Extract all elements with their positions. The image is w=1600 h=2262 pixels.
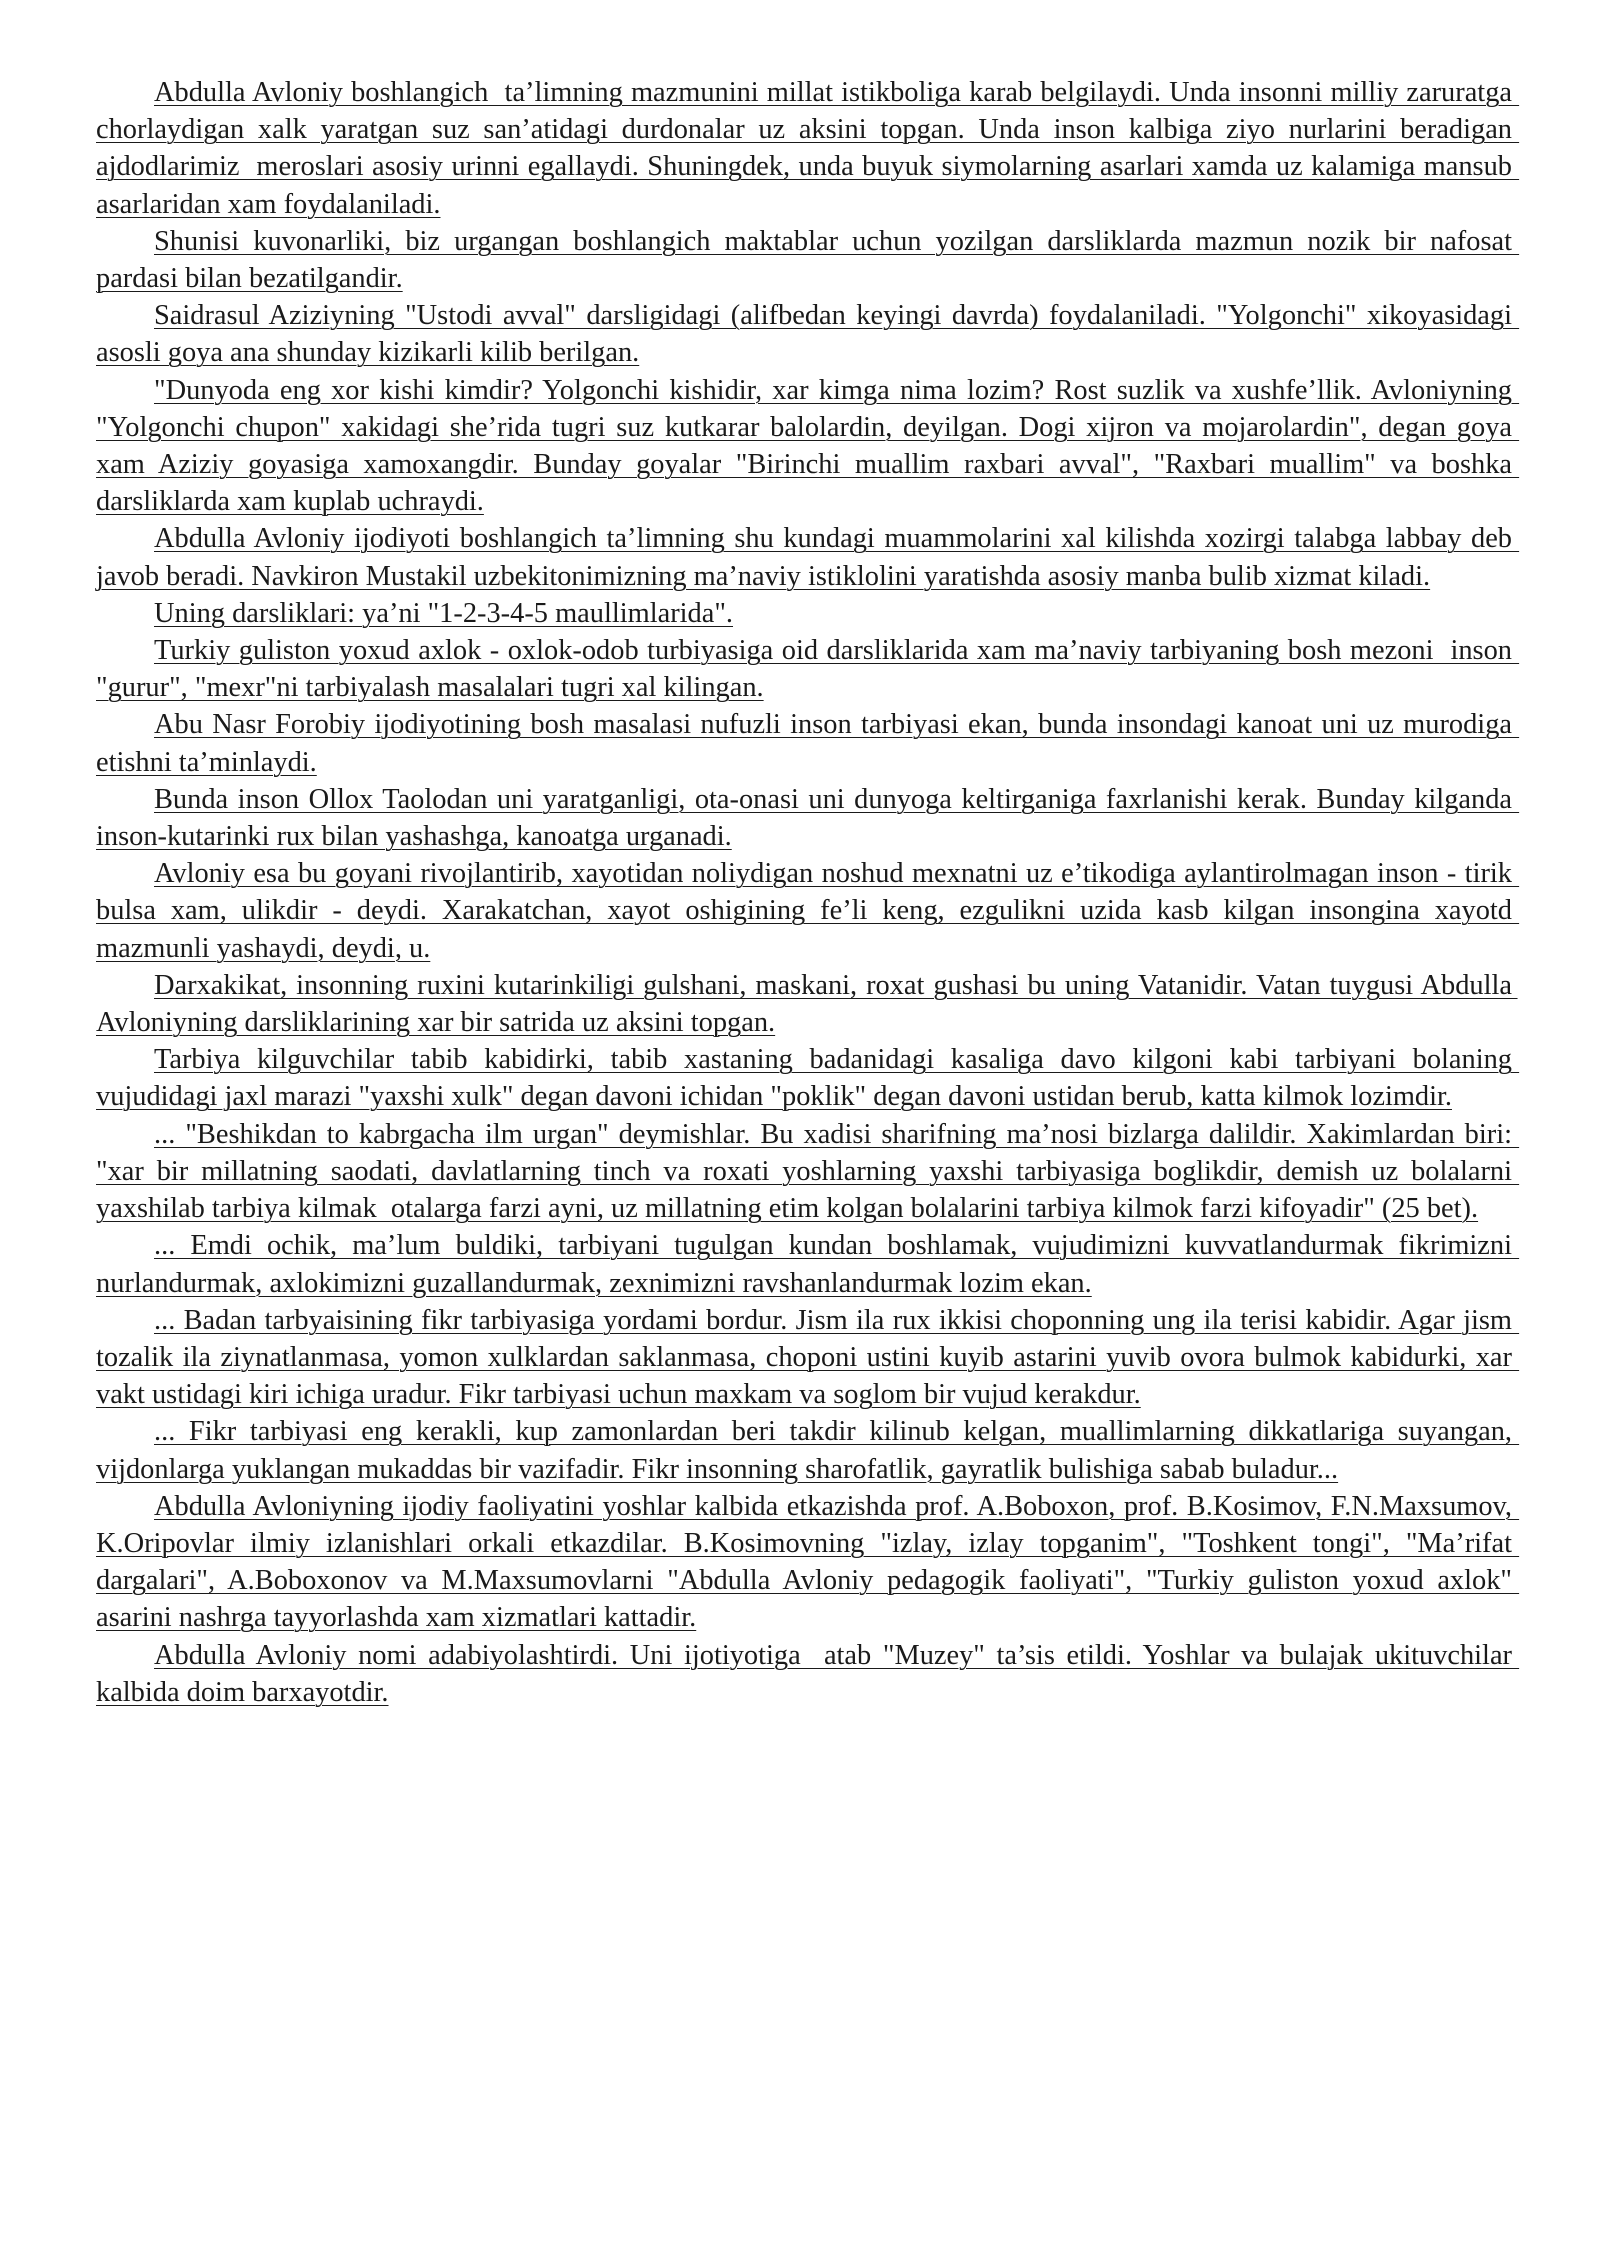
- paragraph: Abdulla Avloniy ijodiyoti boshlangich ta’limning shu kundagi muammolarini xal kilishda xozirgi talabga labbay deb javob beradi. Navkiron Mustakil uzbekitonimizning ma’naviy istiklolini yaratishda asosiy manba bulib xizmat kiladi.: [96, 523, 1520, 592]
- paragraph: ... Badan tarbyaisining fikr tarbiyasiga yordami bordur. Jism ila rux ikkisi choponning ung ila terisi kabidir. Agar jism tozalik ila ziynatlanmasa, yomon xulklardan saklanmasa, choponi ustini kuyib astarini yuvib ovora bulmok kabidurki, xar vakt ustidagi kiri ichiga uradur. Fikr tarbiyasi uchun maxkam va soglom bir vujud kerakdur.: [96, 1304, 1520, 1411]
- paragraph: ... Fikr tarbiyasi eng kerakli, kup zamonlardan beri takdir kilinub kelgan, muallimlarning dikkatlariga suyangan, vijdonlarga yuklangan mukaddas bir vazifadir. Fikr insonning sharofatlik, gayratlik bulishiga sabab buladur...: [96, 1416, 1520, 1485]
- paragraph: Abu Nasr Forobiy ijodiyotining bosh masalasi nufuzli inson tarbiyasi ekan, bunda insondagi kanoat uni uz murodiga etishni ta’minlaydi.: [96, 709, 1520, 778]
- document-body: [96, 74, 1520, 1711]
- paragraph: ... "Beshikdan to kabrgacha ilm urgan" deymishlar. Bu xadisi sharifning ma’nosi bizlarga dalildir. Xakimlardan biri: "xar bir millatning saodati, davlatlarning tinch va roxati yoshlarning yaxshi tarbiyasiga boglikdir, demish uz bolalarni yaxshilab tarbiya kilmak otalarga farzi ayni, uz millatning etim kolgan bolalarini tarbiya kilmok farzi kifoyadir" (25 bet).: [96, 1118, 1520, 1225]
- paragraph: Saidrasul Aziziyning "Ustodi avval" darsligidagi (alifbedan keyingi davrda) foydalaniladi. "Yolgonchi" xikoyasidagi asosli goya ana shunday kizikarli kilib berilgan.: [96, 300, 1520, 369]
- paragraph: ... Emdi ochik, ma’lum buldiki, tarbiyani tugulgan kundan boshlamak, vujudimizni kuvvatlandurmak fikrimizni nurlandurmak, axlokimizni guzallandurmak, zexnimizni ravshanlandurmak lozim ekan.: [96, 1230, 1520, 1299]
- paragraph: Tarbiya kilguvchilar tabib kabidirki, tabib xastaning badanidagi kasaliga davo kilgoni kabi tarbiyani bolaning vujudidagi jaxl marazi "yaxshi xulk" degan davoni ichidan "poklik" degan davoni ustidan berub, katta kilmok lozimdir.: [96, 1044, 1520, 1113]
- paragraph: Turkiy guliston yoxud axlok - oxlok-odob turbiyasiga oid darsliklarida xam ma’naviy tarbiyaning bosh mezoni inson "gurur", "mexr"ni tarbiyalash masalalari tugri xal kilingan.: [96, 635, 1520, 704]
- paragraph: Uning darsliklari: ya’ni "1-2-3-4-5 maullimlarida".: [154, 597, 734, 629]
- paragraph: Abdulla Avloniy boshlangich ta’limning mazmunini millat istikboliga karab belgilaydi. Unda insonni milliy zaruratga chorlaydigan xalk yaratgan suz san’atidagi durdonalar uz aksini topgan. Unda inson kalbiga ziyo nurlarini beradigan ajdodlarimiz meroslari asosiy urinni egallaydi. Shuningdek, unda buyuk siymolarning asarlari xamda uz kalamiga mansub asarlaridan xam foydalaniladi.: [96, 77, 1520, 220]
- paragraph: Shunisi kuvonarliki, biz urgangan boshlangich maktablar uchun yozilgan darsliklarda mazmun nozik bir nafosat pardasi bilan bezatilgandir.: [96, 225, 1520, 295]
- paragraph: Avloniy esa bu goyani rivojlantirib, xayotidan noliydigan noshud mexnatni uz e’tikodiga aylantirolmagan inson - tirik bulsa xam, ulikdir - deydi. Xarakatchan, xayot oshigining fe’li keng, ezgulikni uzida kasb kilgan insongina xayotd mazmunli yashaydi, deydi, u.: [96, 858, 1520, 964]
- paragraph: Darxakikat, insonning ruxini kutarinkiligi gulshani, maskani, roxat gushasi bu uning Vatanidir. Vatan tuygusi Abdulla Avloniyning darsliklarining xar bir satrida uz aksini topgan.: [96, 969, 1518, 1039]
- paragraph: "Dunyoda eng xor kishi kimdir? Yolgonchi kishidir, xar kimga nima lozim? Rost suzlik va xushfe’llik. Avloniyning "Yolgonchi chupon" xakidagi she’rida tugri suz kutkarar balolardin, deyilgan. Dogi xijron va mojarolardin", degan goya xam Aziziy goyasiga xamoxangdir. Bunday goyalar "Birinchi muallim raxbari avval", "Raxbari muallim" va boshka darsliklarda xam kuplab uchraydi.: [96, 374, 1520, 518]
- paragraph: Bunda inson Ollox Taolodan uni yaratganligi, ota-onasi uni dunyoga keltirganiga faxrlanishi kerak. Bunday kilganda inson-kutarinki rux bilan yashashga, kanoatga urganadi.: [96, 783, 1520, 853]
- paragraph: Abdulla Avloniyning ijodiy faoliyatini yoshlar kalbida etkazishda prof. A.Boboxon, prof. B.Kosimov, F.N.Maxsumov, K.Oripovlar ilmiy izlanishlari orkali etkazdilar. B.Kosimovning "izlay, izlay topganim", "Toshkent tongi", "Ma’rifat dargalari", A.Boboxonov va M.Maxsumovlarni "Abdulla Avloniy pedagogik faoliyati", "Turkiy guliston yoxud axlok" asarini nashrga tayyorlashda xam xizmatlari kattadir.: [96, 1490, 1520, 1634]
- paragraph: Abdulla Avloniy nomi adabiyolashtirdi. Uni ijotiyotiga atab "Muzey" ta’sis etildi. Yoshlar va bulajak ukituvchilar kalbida doim barxayotdir.: [96, 1639, 1520, 1708]
